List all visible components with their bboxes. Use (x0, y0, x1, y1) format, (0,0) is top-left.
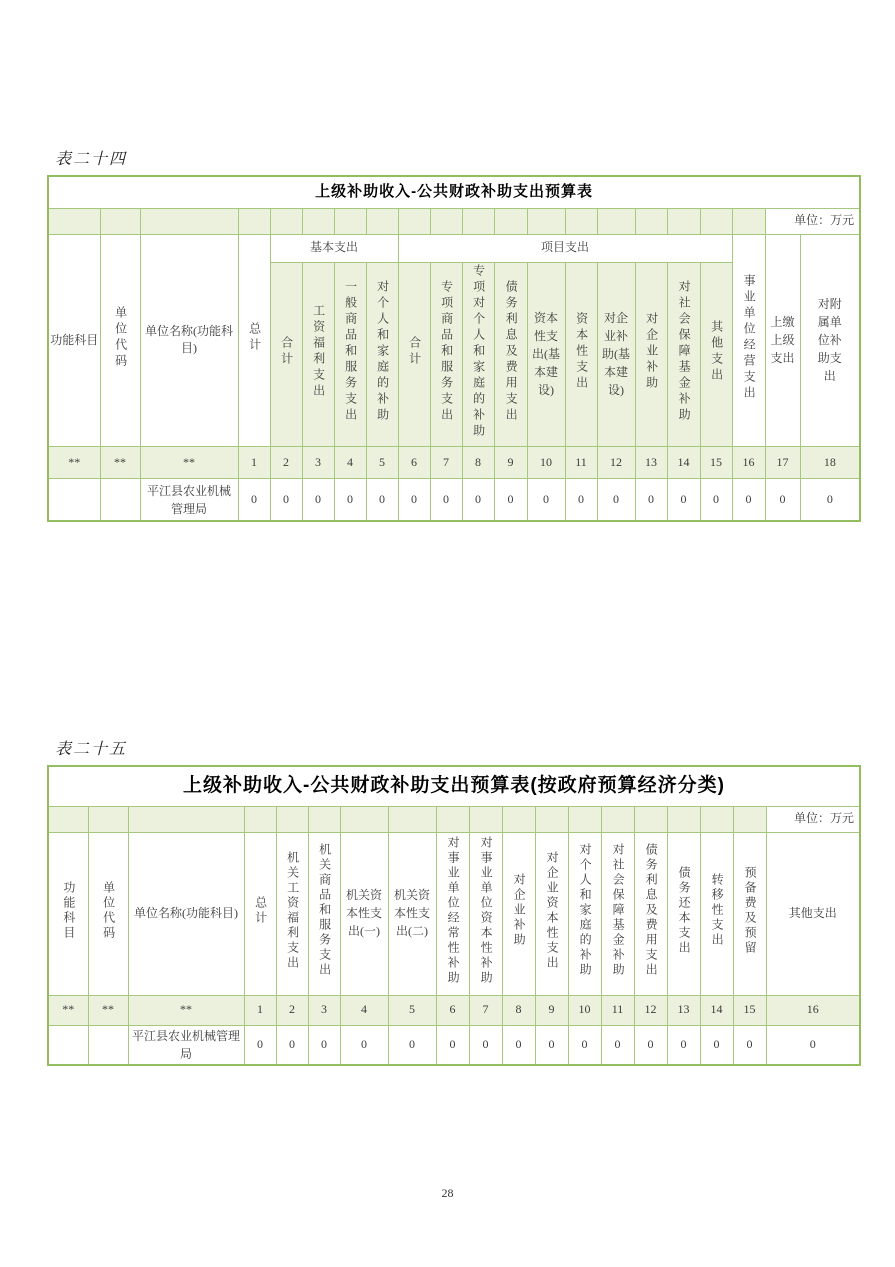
table24-title: 上级补助收入-公共财政补助支出预算表 (48, 176, 860, 208)
unit-row-cell (700, 806, 733, 832)
t25-index-cell: 4 (340, 995, 388, 1025)
unit-row-cell (302, 208, 334, 234)
t25-function-header (48, 832, 88, 995)
t25-value-cell: 0 (244, 1025, 276, 1065)
t25-col-header (733, 832, 766, 995)
t24-sub-label: 工资福利支出 (311, 303, 326, 400)
table24-unit-note: 单位：万元 (765, 208, 860, 234)
t24-sub-label: 对社会保障基金补助 (677, 279, 692, 424)
t25-col-header (667, 832, 700, 995)
t25-value-cell: 0 (340, 1025, 388, 1065)
t24-index-cell: 12 (597, 446, 635, 478)
t25-value-cell: 0 (276, 1025, 308, 1065)
t24-tail-header (765, 234, 800, 446)
t24-index-cell: 2 (270, 446, 302, 478)
t25-row-code (88, 1025, 128, 1065)
t25-col-label: 机关资本性支出(一) (345, 888, 382, 939)
t25-value-cell: 0 (733, 1025, 766, 1065)
table25-title: 上级补助收入-公共财政补助支出预算表(按政府预算经济分类) (48, 766, 860, 806)
t24-index-cell: 17 (765, 446, 800, 478)
table25-unit-note: 单位：万元 (766, 806, 860, 832)
t25-index-cell: 13 (667, 995, 700, 1025)
t25-index-cell: 7 (469, 995, 502, 1025)
unit-row-cell (398, 208, 430, 234)
t24-value-cell: 0 (765, 478, 800, 521)
t25-index-cell: 10 (568, 995, 601, 1025)
t24-sub-header (635, 262, 667, 446)
unit-row-cell (634, 806, 667, 832)
t25-value-cell: 0 (436, 1025, 469, 1065)
t25-col-label: 债务还本支出 (677, 865, 692, 956)
t24-sub-label: 资本性支出(基本建设) (532, 311, 560, 397)
t25-col-header (469, 832, 502, 995)
t24-sub-header (462, 262, 494, 446)
t24-index-cell: 18 (800, 446, 860, 478)
t24-sub-label: 其他支出 (709, 319, 724, 384)
t24-index-cell: 16 (732, 446, 765, 478)
t24-sub-header (334, 262, 366, 446)
t24-index-cell: 1 (238, 446, 270, 478)
unit-row-cell (128, 806, 244, 832)
page-number: 28 (441, 1186, 454, 1200)
unit-row-cell (462, 208, 494, 234)
t24-unit-code-label: 单位代码 (113, 305, 128, 370)
t24-index-cell: 4 (334, 446, 366, 478)
unit-row-cell (601, 806, 634, 832)
t24-index-cell: 7 (430, 446, 462, 478)
t24-sub-header (398, 262, 430, 446)
t25-col-header (502, 832, 535, 995)
unit-row-cell (366, 208, 398, 234)
unit-row-cell (597, 208, 635, 234)
t25-col-header (601, 832, 634, 995)
t25-value-cell: 0 (601, 1025, 634, 1065)
t24-index-cell: ** (100, 446, 140, 478)
t24-value-cell: 0 (700, 478, 732, 521)
t25-index-cell: 5 (388, 995, 436, 1025)
unit-row-cell (388, 806, 436, 832)
t25-col-label: 机关资本性支出(二) (393, 888, 430, 939)
t25-col-label: 对个人和家庭的补助 (578, 843, 593, 979)
unit-row-cell (270, 208, 302, 234)
t25-index-cell: 3 (308, 995, 340, 1025)
t25-value-cell: 0 (766, 1025, 860, 1065)
t25-unit-code-header (88, 832, 128, 995)
t24-sub-label: 合计 (407, 335, 422, 368)
t25-unit-name-header: 单位名称(功能科目) (128, 832, 244, 995)
t24-unit-name-header: 单位名称(功能科目) (140, 234, 238, 446)
t25-col-label: 预备费及预留 (743, 865, 758, 956)
t24-value-cell: 0 (732, 478, 765, 521)
t24-value-cell: 0 (800, 478, 860, 521)
t24-sub-header (527, 262, 565, 446)
t24-value-cell: 0 (565, 478, 597, 521)
t24-value-cell: 0 (527, 478, 565, 521)
t24-index-cell: 11 (565, 446, 597, 478)
t25-col-header (276, 832, 308, 995)
t24-index-cell: 9 (494, 446, 527, 478)
t25-value-cell: 0 (388, 1025, 436, 1065)
t25-col-label: 债务利息及费用支出 (644, 843, 659, 979)
t24-index-cell: 5 (366, 446, 398, 478)
table-25 (47, 765, 861, 1066)
table24-caption: 表二十四 (55, 151, 128, 168)
unit-row-cell (334, 208, 366, 234)
t24-sub-header (565, 262, 597, 446)
t24-value-cell: 0 (270, 478, 302, 521)
unit-row-cell (667, 208, 700, 234)
t24-total-header (238, 234, 270, 446)
unit-row-cell (732, 208, 765, 234)
t24-index-cell: 14 (667, 446, 700, 478)
t25-index-cell: 8 (502, 995, 535, 1025)
t25-unit-code-label: 单位代码 (101, 880, 116, 941)
t24-sub-label: 债务利息及费用支出 (504, 279, 519, 424)
t25-index-cell: 11 (601, 995, 634, 1025)
t24-value-cell: 0 (430, 478, 462, 521)
t24-sub-header (597, 262, 635, 446)
unit-row-cell (535, 806, 568, 832)
t24-sub-label: 对企业补助 (644, 311, 659, 392)
t24-group-basic-header: 基本支出 (270, 234, 398, 262)
t24-sub-header (700, 262, 732, 446)
t25-function-label: 功能科目 (61, 880, 76, 941)
t24-sub-header (667, 262, 700, 446)
t24-tail-header (800, 234, 860, 446)
t25-index-cell: 15 (733, 995, 766, 1025)
t25-value-cell: 0 (634, 1025, 667, 1065)
t25-value-cell: 0 (535, 1025, 568, 1065)
unit-row-cell (308, 806, 340, 832)
t24-value-cell: 0 (302, 478, 334, 521)
unit-row-cell (436, 806, 469, 832)
t24-total-label: 总计 (247, 321, 262, 354)
unit-row-cell (244, 806, 276, 832)
t25-col-label: 对企业资本性支出 (545, 850, 560, 971)
t24-sub-label: 专项商品和服务支出 (439, 279, 454, 424)
t25-col-label: 对社会保障基金补助 (611, 843, 626, 979)
t25-value-cell: 0 (502, 1025, 535, 1065)
t25-col-header (436, 832, 469, 995)
unit-row-cell (667, 806, 700, 832)
t24-value-cell: 0 (597, 478, 635, 521)
t25-col-label: 转移性支出 (710, 873, 725, 949)
table25-caption: 表二十五 (55, 741, 128, 758)
t25-value-cell: 0 (568, 1025, 601, 1065)
t25-index-cell: 1 (244, 995, 276, 1025)
t25-value-cell: 0 (308, 1025, 340, 1065)
t24-value-cell: 0 (462, 478, 494, 521)
unit-row-cell (568, 806, 601, 832)
t24-value-cell: 0 (667, 478, 700, 521)
unit-row-cell (340, 806, 388, 832)
t25-col-header (700, 832, 733, 995)
t25-col-header (308, 832, 340, 995)
t24-group-project-header: 项目支出 (398, 234, 732, 262)
t25-col-header (244, 832, 276, 995)
t24-row-code (100, 478, 140, 521)
t25-index-cell: ** (88, 995, 128, 1025)
t24-index-cell: ** (48, 446, 100, 478)
t24-value-cell: 0 (398, 478, 430, 521)
t25-value-cell: 0 (469, 1025, 502, 1065)
t25-col-label: 总计 (253, 895, 268, 926)
unit-row-cell (502, 806, 535, 832)
t24-index-cell: 6 (398, 446, 430, 478)
t24-tail-label: 上缴上级支出 (770, 315, 795, 365)
t25-col-header: 其他支出 (766, 832, 860, 995)
t25-col-label: 对事业单位资本性补助 (479, 835, 494, 986)
t24-sub-label: 资本性支出 (574, 311, 589, 392)
unit-row-cell (48, 208, 100, 234)
t25-row-name: 平江县农业机械管理局 (128, 1025, 244, 1065)
unit-row-cell (494, 208, 527, 234)
unit-row-cell (238, 208, 270, 234)
t24-sub-header (270, 262, 302, 446)
t25-col-header (535, 832, 568, 995)
unit-row-cell (635, 208, 667, 234)
t24-unit-code-header (100, 234, 140, 446)
t25-col-header (340, 832, 388, 995)
t24-sub-header (494, 262, 527, 446)
t25-col-label: 对事业单位经常性补助 (446, 835, 461, 986)
unit-row-cell (565, 208, 597, 234)
t24-sub-label: 一般商品和服务支出 (343, 279, 358, 424)
t25-index-cell: 9 (535, 995, 568, 1025)
t24-tail-header (732, 234, 765, 446)
unit-row-cell (469, 806, 502, 832)
t24-value-cell: 0 (366, 478, 398, 521)
unit-row-cell (100, 208, 140, 234)
t24-index-cell: ** (140, 446, 238, 478)
t24-value-cell: 0 (494, 478, 527, 521)
t25-col-label: 机关商品和服务支出 (317, 843, 332, 979)
t25-row-function (48, 1025, 88, 1065)
t25-index-cell: 12 (634, 995, 667, 1025)
unit-row-cell (88, 806, 128, 832)
t24-sub-label: 对企业补助(基本建设) (602, 311, 630, 397)
unit-row-cell (48, 806, 88, 832)
t25-index-cell: 14 (700, 995, 733, 1025)
t25-col-header (634, 832, 667, 995)
t25-value-cell: 0 (667, 1025, 700, 1065)
table-24 (47, 175, 861, 522)
t24-sub-header (366, 262, 398, 446)
t25-value-cell: 0 (700, 1025, 733, 1065)
t24-index-cell: 15 (700, 446, 732, 478)
t25-col-label: 对企业补助 (512, 873, 527, 949)
t25-col-header (388, 832, 436, 995)
t24-index-cell: 8 (462, 446, 494, 478)
unit-row-cell (700, 208, 732, 234)
unit-row-cell (430, 208, 462, 234)
t24-value-cell: 0 (238, 478, 270, 521)
unit-row-cell (733, 806, 766, 832)
unit-row-cell (276, 806, 308, 832)
t25-col-label: 机关工资福利支出 (285, 850, 300, 971)
t24-sub-label: 专项对个人和家庭的补助 (471, 263, 486, 440)
t24-value-cell: 0 (635, 478, 667, 521)
unit-row-cell (140, 208, 238, 234)
t24-sub-header (302, 262, 334, 446)
t24-value-cell: 0 (334, 478, 366, 521)
t24-tail-label: 事业单位经营支出 (742, 273, 757, 402)
t25-index-cell: ** (48, 995, 88, 1025)
t25-col-header (568, 832, 601, 995)
t25-index-cell: ** (128, 995, 244, 1025)
t24-function-header: 功能科目 (48, 234, 100, 446)
t24-sub-label: 对个人和家庭的补助 (375, 279, 390, 424)
t24-index-cell: 13 (635, 446, 667, 478)
t25-index-cell: 16 (766, 995, 860, 1025)
t24-index-cell: 3 (302, 446, 334, 478)
t24-tail-label: 对附属单位补助支出 (817, 297, 842, 383)
t25-index-cell: 6 (436, 995, 469, 1025)
t24-sub-header (430, 262, 462, 446)
t24-row-function (48, 478, 100, 521)
t24-sub-label: 合计 (279, 335, 294, 368)
unit-row-cell (527, 208, 565, 234)
t24-row-name: 平江县农业机械管理局 (140, 478, 238, 521)
t25-index-cell: 2 (276, 995, 308, 1025)
t24-index-cell: 10 (527, 446, 565, 478)
